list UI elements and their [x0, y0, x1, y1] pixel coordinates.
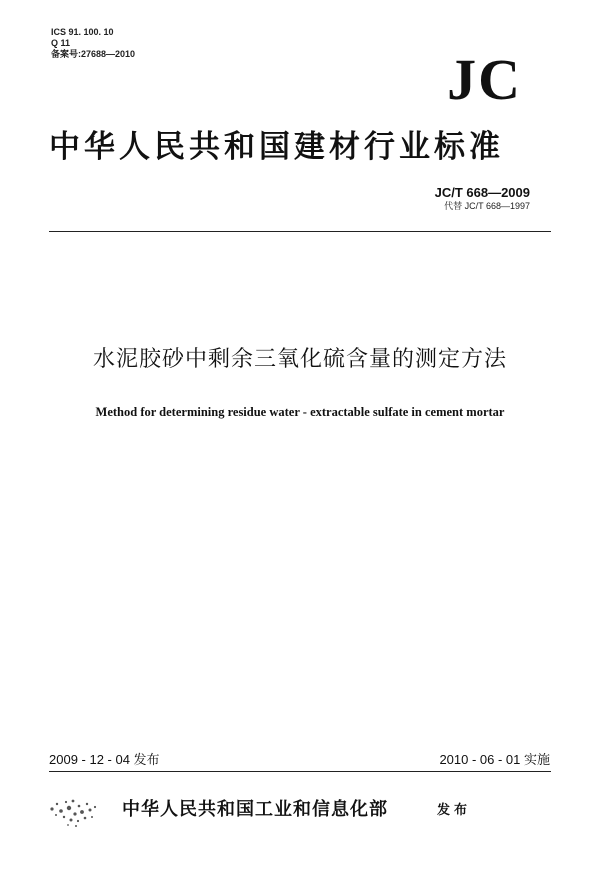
jc-mark: JC — [447, 47, 522, 112]
replaces-code: 代替 JC/T 668—1997 — [444, 201, 530, 211]
document-title-chinese: 水泥胶砂中剩余三氧化硫含量的测定方法 — [92, 347, 507, 372]
ministry-emblem-icon — [44, 793, 102, 831]
publisher-name: 中华人民共和国工业和信息化部 — [122, 799, 388, 820]
bottom-divider — [49, 771, 551, 772]
standard-series-title: 中华人民共和国建材行业标准 — [49, 129, 504, 165]
top-divider — [49, 231, 551, 232]
standard-code-block — [380, 185, 530, 212]
classification-block — [51, 27, 135, 60]
standard-code: JC/T 668—2009 — [434, 185, 530, 200]
category-code: Q 11 — [51, 38, 71, 48]
publish-label: 发布 — [437, 803, 472, 818]
issue-date: 2009 - 12 - 04 发布 — [49, 752, 160, 767]
document-title-english: Method for determining residue water - extractable sulfate in cement mortar — [95, 405, 505, 419]
filing-number: 备案号:27688—2010 — [51, 49, 136, 59]
implementation-date: 2010 - 06 - 01 实施 — [439, 752, 550, 767]
ics-code: ICS 91. 100. 10 — [51, 27, 114, 37]
